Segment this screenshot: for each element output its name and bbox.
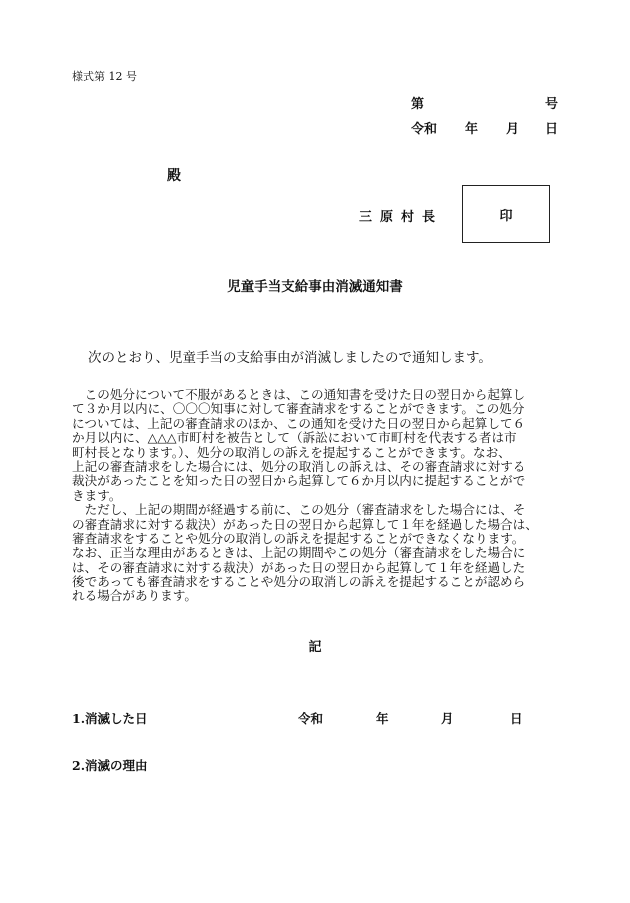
appeal-line: この処分について不服があるときは、この通知書を受けた日の翌日から起算し [72, 387, 526, 402]
appeal-line: 審査請求をすることや処分の取消しの訴えを提起することができなくなります。 [72, 530, 525, 546]
appeal-line: きます。 [72, 487, 122, 503]
document-title: 児童手当支給事由消滅通知書 [227, 279, 403, 295]
appeal-line: 上記の審査請求をした場合には、処分の取消しの訴えは、その審査請求に対する [72, 458, 526, 474]
seal-box [462, 185, 550, 243]
appeal-line: については、上記の審査請求のほか、この通知を受けた日の翌日から起算して６ [72, 415, 526, 431]
appeal-line: なお、正当な理由があるときは、上記の期間やこの処分（審査請求をした場合に [72, 545, 526, 561]
document-number-prefix: 第 [411, 97, 425, 112]
document-number-suffix: 号 [545, 97, 559, 112]
item1-date-month: 月 [441, 711, 454, 726]
form-number: 様式第 12 号 [72, 70, 137, 83]
issue-date-year: 年 [465, 122, 479, 137]
issuer-name: 三原村長 [359, 210, 444, 225]
issue-date-era: 令和 [411, 122, 438, 137]
ki-heading: 記 [308, 640, 322, 655]
item1-date-day: 日 [510, 711, 523, 726]
lead-text: 次のとおり、児童手当の支給事由が消滅しましたので通知します。 [88, 350, 492, 366]
issue-date-month: 月 [506, 122, 520, 137]
appeal-line: の審査請求に対する裁決）があった日の翌日から起算して１年を経過した場合は、 [72, 516, 538, 532]
appeal-line: 裁決があったことを知った日の翌日から起算して６か月以内に提起することがで [72, 473, 526, 489]
appeal-line: て３か月以内に、〇〇〇知事に対して審査請求をすることができます。この処分 [72, 401, 525, 417]
seal-label: 印 [499, 208, 513, 224]
appeal-line: 後であっても審査請求をすることや処分の取消しの訴えを提起することが認めら [72, 574, 526, 590]
item1-date-year: 年 [376, 711, 389, 726]
issue-date-day: 日 [545, 122, 559, 137]
appeal-line: か月以内に、△△△市町村を被告として（訴訟において市町村を代表する者は市 [72, 430, 517, 446]
addressee-honorific: 殿 [167, 168, 181, 184]
item2-label: 2.消滅の理由 [72, 758, 148, 773]
item1-label: 1.消滅した日 [72, 711, 148, 726]
appeal-notice [72, 388, 560, 604]
appeal-line: は、その審査請求に対する裁決）があった日の翌日から起算して１年を経過した [72, 559, 526, 575]
item1-date-era: 令和 [298, 711, 324, 726]
appeal-line: れる場合があります。 [72, 588, 197, 604]
appeal-line: 町村長となります。）、処分の取消しの訴えを提起することができます。なお、 [72, 444, 511, 460]
appeal-line: ただし、上記の期間が経過する前に、この処分（審査請求をした場合には、そ [72, 502, 526, 518]
